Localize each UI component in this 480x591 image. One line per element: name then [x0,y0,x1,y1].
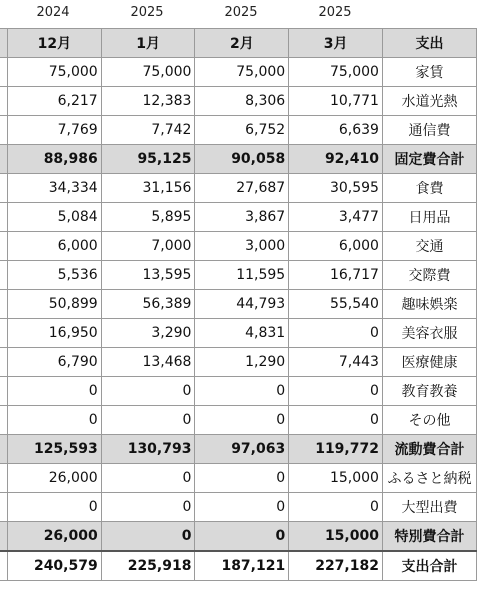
category-cell[interactable]: 固定費合計 [382,145,476,174]
amount-cell[interactable]: 4,831 [195,319,289,348]
amount-cell[interactable]: 0 [101,464,195,493]
cell-stub[interactable] [0,58,7,87]
amount-cell[interactable]: 0 [7,406,101,435]
cell-stub[interactable] [0,145,7,174]
amount-cell[interactable]: 75,000 [289,58,383,87]
category-cell[interactable]: 通信費 [382,116,476,145]
amount-cell[interactable]: 125,593 [7,435,101,464]
amount-cell[interactable]: 3,000 [195,232,289,261]
amount-cell[interactable]: 0 [195,464,289,493]
category-cell[interactable]: 流動費合計 [382,435,476,464]
category-cell[interactable]: 教育教養 [382,377,476,406]
amount-cell[interactable]: 75,000 [7,58,101,87]
subtotal-row [0,145,477,174]
amount-cell[interactable]: 92,410 [289,145,383,174]
cell-stub[interactable] [0,116,7,145]
amount-cell[interactable]: 97,063 [195,435,289,464]
year-label-feb: 2025 [224,5,258,20]
amount-cell[interactable]: 0 [195,377,289,406]
cell-stub[interactable] [0,319,7,348]
column-header-month[interactable]: 3月 [289,29,383,58]
amount-cell[interactable]: 95,125 [101,145,195,174]
cell-stub[interactable] [0,261,7,290]
amount-cell[interactable]: 5,536 [7,261,101,290]
table-row [0,116,477,145]
amount-cell[interactable]: 7,769 [7,116,101,145]
column-header-month[interactable]: 1月 [101,29,195,58]
table-row [0,464,477,493]
category-cell[interactable]: 医療健康 [382,348,476,377]
amount-cell[interactable]: 12,383 [101,87,195,116]
amount-cell[interactable]: 5,895 [101,203,195,232]
amount-cell[interactable]: 0 [7,493,101,522]
amount-cell[interactable]: 0 [195,522,289,552]
amount-cell[interactable]: 26,000 [7,464,101,493]
cell-stub[interactable] [0,551,7,581]
category-cell[interactable]: 特別費合計 [382,522,476,552]
category-cell[interactable]: その他 [382,406,476,435]
cell-stub[interactable] [0,435,7,464]
amount-cell[interactable]: 227,182 [289,551,383,581]
amount-cell[interactable]: 119,772 [289,435,383,464]
amount-cell[interactable]: 16,717 [289,261,383,290]
amount-cell[interactable]: 11,595 [195,261,289,290]
amount-cell[interactable]: 7,443 [289,348,383,377]
amount-cell[interactable]: 13,468 [101,348,195,377]
category-cell[interactable]: 大型出費 [382,493,476,522]
table-row [0,406,477,435]
table-row [0,232,477,261]
table-row [0,290,477,319]
amount-cell[interactable]: 0 [101,522,195,552]
amount-cell[interactable]: 6,000 [289,232,383,261]
amount-cell[interactable]: 3,867 [195,203,289,232]
category-cell[interactable]: 日用品 [382,203,476,232]
column-header-category[interactable]: 支出 [382,29,476,58]
column-header-month[interactable]: 12月 [7,29,101,58]
cell-stub[interactable] [0,87,7,116]
table-header-row [0,29,477,58]
cell-stub[interactable] [0,348,7,377]
amount-cell[interactable]: 44,793 [195,290,289,319]
subtotal-row [0,435,477,464]
amount-cell[interactable]: 240,579 [7,551,101,581]
cell-stub[interactable] [0,232,7,261]
year-header-row [0,0,480,28]
amount-cell[interactable]: 225,918 [101,551,195,581]
cell-stub[interactable] [0,464,7,493]
amount-cell[interactable]: 26,000 [7,522,101,552]
cell-stub[interactable] [0,174,7,203]
amount-cell[interactable]: 130,793 [101,435,195,464]
amount-cell[interactable]: 8,306 [195,87,289,116]
amount-cell[interactable]: 34,334 [7,174,101,203]
amount-cell[interactable]: 0 [101,406,195,435]
amount-cell[interactable]: 15,000 [289,522,383,552]
amount-cell[interactable]: 6,639 [289,116,383,145]
table-row [0,58,477,87]
amount-cell[interactable]: 3,477 [289,203,383,232]
amount-cell[interactable]: 0 [7,377,101,406]
category-cell[interactable]: 美容衣服 [382,319,476,348]
amount-cell[interactable]: 56,389 [101,290,195,319]
year-label-dec: 2024 [36,5,70,20]
amount-cell[interactable]: 3,290 [101,319,195,348]
amount-cell[interactable]: 0 [195,493,289,522]
amount-cell[interactable]: 0 [289,377,383,406]
cell-stub[interactable] [0,493,7,522]
subtotal-row [0,522,477,552]
category-cell[interactable]: 趣味娯楽 [382,290,476,319]
amount-cell[interactable]: 0 [101,493,195,522]
expense-table [0,28,477,581]
amount-cell[interactable]: 13,595 [101,261,195,290]
amount-cell[interactable]: 1,290 [195,348,289,377]
amount-cell[interactable]: 6,217 [7,87,101,116]
amount-cell[interactable]: 0 [195,406,289,435]
amount-cell[interactable]: 187,121 [195,551,289,581]
amount-cell[interactable]: 0 [289,406,383,435]
amount-cell[interactable]: 31,156 [101,174,195,203]
grand-total-row [0,551,477,581]
table-row [0,377,477,406]
amount-cell[interactable]: 75,000 [101,58,195,87]
cell-stub[interactable] [0,29,7,58]
cell-stub[interactable] [0,406,7,435]
year-label-jan: 2025 [130,5,164,20]
amount-cell[interactable]: 30,595 [289,174,383,203]
amount-cell[interactable]: 90,058 [195,145,289,174]
table-row [0,261,477,290]
year-label-mar: 2025 [318,5,352,20]
category-cell[interactable]: 水道光熱 [382,87,476,116]
table-row [0,348,477,377]
table-row [0,319,477,348]
amount-cell[interactable]: 7,742 [101,116,195,145]
category-cell[interactable]: 交通 [382,232,476,261]
amount-cell[interactable]: 6,000 [7,232,101,261]
amount-cell[interactable]: 7,000 [101,232,195,261]
amount-cell[interactable]: 55,540 [289,290,383,319]
table-row [0,493,477,522]
category-cell[interactable]: 支出合計 [382,551,476,581]
amount-cell[interactable]: 6,752 [195,116,289,145]
amount-cell[interactable]: 10,771 [289,87,383,116]
column-header-month[interactable]: 2月 [195,29,289,58]
category-cell[interactable]: ふるさと納税 [382,464,476,493]
amount-cell[interactable]: 50,899 [7,290,101,319]
amount-cell[interactable]: 27,687 [195,174,289,203]
table-row [0,87,477,116]
amount-cell[interactable]: 0 [289,493,383,522]
amount-cell[interactable]: 15,000 [289,464,383,493]
amount-cell[interactable]: 75,000 [195,58,289,87]
amount-cell[interactable]: 16,950 [7,319,101,348]
cell-stub[interactable] [0,377,7,406]
table-row [0,203,477,232]
amount-cell[interactable]: 5,084 [7,203,101,232]
amount-cell[interactable]: 88,986 [7,145,101,174]
amount-cell[interactable]: 0 [289,319,383,348]
category-cell[interactable]: 交際費 [382,261,476,290]
amount-cell[interactable]: 0 [101,377,195,406]
cell-stub[interactable] [0,290,7,319]
category-cell[interactable]: 家賃 [382,58,476,87]
cell-stub[interactable] [0,522,7,552]
amount-cell[interactable]: 6,790 [7,348,101,377]
cell-stub[interactable] [0,203,7,232]
category-cell[interactable]: 食費 [382,174,476,203]
table-row [0,174,477,203]
